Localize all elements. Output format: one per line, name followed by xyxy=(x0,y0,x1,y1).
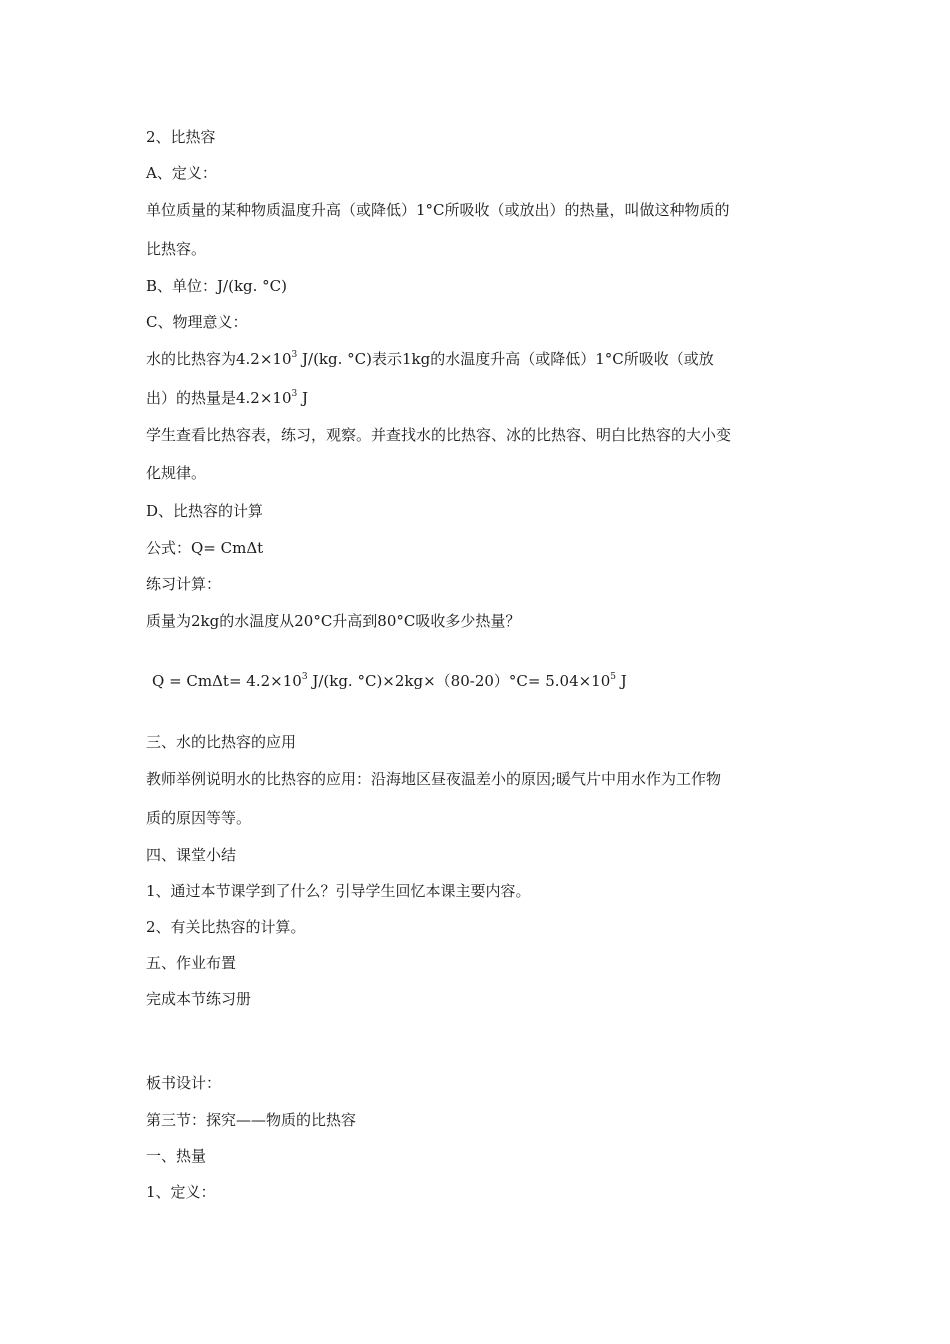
exponent: 3 xyxy=(291,350,298,360)
practice-question: 质量为2kg的水温度从20°C升高到80°C吸收多少热量？ xyxy=(146,612,521,630)
summary-item-2: 2、有关比热容的计算。 xyxy=(146,918,306,936)
student-activity-text: 学生查看比热容表，练习，观察。并查找水的比热容、冰的比热容、明白比热容的大小变 xyxy=(146,426,732,444)
text-part: J xyxy=(297,389,309,407)
homework-text: 完成本节练习册 xyxy=(146,990,252,1008)
calculation-heading: D、比热容的计算 xyxy=(146,502,264,520)
text-part: J xyxy=(616,672,627,690)
practice-label: 练习计算： xyxy=(146,575,222,593)
definition-label: A、定义： xyxy=(146,164,217,182)
exponent: 3 xyxy=(291,389,298,399)
physical-meaning-text xyxy=(146,349,714,369)
board-design-label: 板书设计： xyxy=(146,1074,222,1092)
application-text: 教师举例说明水的比热容的应用：沿海地区昼夜温差小的原因;暖气片中用水作为工作物 xyxy=(146,770,722,788)
section-four-heading: 四、课堂小结 xyxy=(146,846,237,864)
board-definition-label: 1、定义： xyxy=(146,1183,216,1201)
text-part: Q = CmΔt= 4.2×10 xyxy=(152,672,302,690)
text-part: 水的比热容为4.2×10 xyxy=(146,350,292,368)
exponent: 3 xyxy=(301,672,308,682)
exponent: 5 xyxy=(610,672,617,682)
definition-text: 单位质量的某种物质温度升高（或降低）1°C所吸收（或放出）的热量，叫做这种物质的 xyxy=(146,201,730,219)
section-five-heading: 五、作业布置 xyxy=(146,954,237,972)
summary-item-1: 1、通过本节课学到了什么？引导学生回忆本课主要内容。 xyxy=(146,882,531,900)
unit-line: B、单位：J/(kg. °C) xyxy=(146,277,287,295)
application-text-cont: 质的原因等等。 xyxy=(146,809,252,827)
board-section-title: 第三节：探究——物质的比热容 xyxy=(146,1111,357,1129)
worked-solution xyxy=(152,671,627,691)
board-heat-heading: 一、热量 xyxy=(146,1147,207,1165)
section-three-heading: 三、水的比热容的应用 xyxy=(146,733,297,751)
definition-text-cont: 比热容。 xyxy=(146,240,207,258)
text-part: J/(kg. °C)×2kg×（80-20）°C= 5.04×10 xyxy=(307,672,611,690)
formula-line: 公式：Q= CmΔt xyxy=(146,539,264,557)
text-part: J/(kg. °C)表示1kg的水温度升高（或降低）1°C所吸收（或放 xyxy=(297,350,714,368)
student-activity-text-cont: 化规律。 xyxy=(146,464,207,482)
physical-meaning-label: C、物理意义： xyxy=(146,313,248,331)
physical-meaning-text-cont xyxy=(146,388,308,408)
text-part: 出）的热量是4.2×10 xyxy=(146,389,292,407)
heading-specific-heat: 2、比热容 xyxy=(146,128,216,146)
